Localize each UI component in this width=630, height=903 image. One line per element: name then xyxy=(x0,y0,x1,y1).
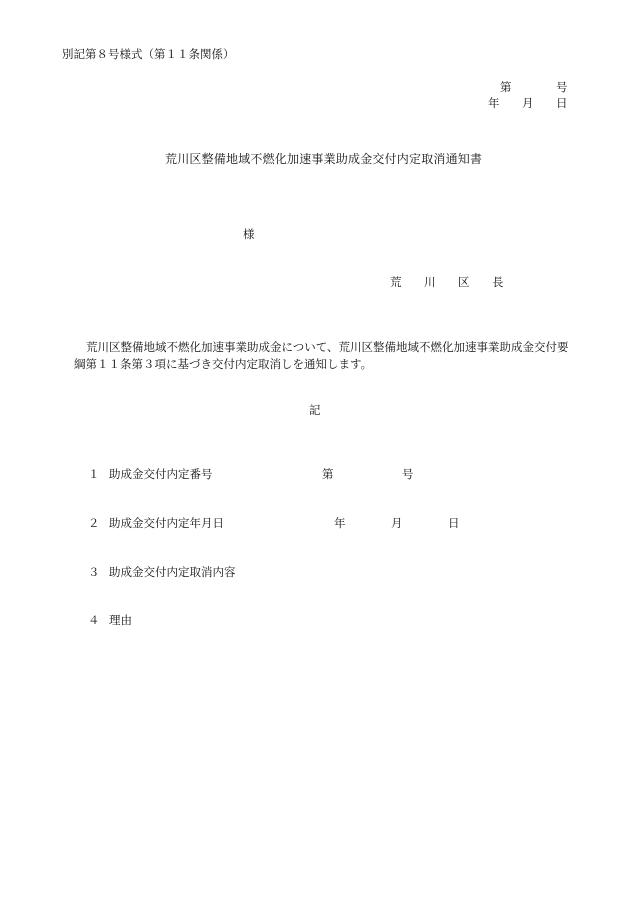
date-month: 月 xyxy=(522,96,534,110)
number-prefix: 第 xyxy=(500,80,512,94)
date-year: 年 xyxy=(488,96,500,110)
body-paragraph: 荒川区整備地域不燃化加速事業助成金について、荒川区整備地域不燃化加速事業助成金交付要綱第１１条第３項に基づき交付内定取消しを通知します。 xyxy=(74,340,569,371)
issuer-char: 荒 xyxy=(390,275,402,289)
item-number: ４ xyxy=(88,613,100,627)
issuer-char: 長 xyxy=(492,275,504,289)
item-value-suffix: 号 xyxy=(402,467,414,481)
item-date-month: 月 xyxy=(391,516,403,530)
item-number: ３ xyxy=(88,565,100,579)
date-day: 日 xyxy=(556,96,568,110)
item-label: 助成金交付内定取消内容 xyxy=(109,565,236,579)
number-suffix: 号 xyxy=(556,80,568,94)
addressee-honorific: 様 xyxy=(243,227,255,241)
item-date-year: 年 xyxy=(334,516,346,530)
item-label: 理由 xyxy=(109,613,132,627)
item-number: ２ xyxy=(88,516,100,530)
issuer-char: 川 xyxy=(424,275,436,289)
item-label: 助成金交付内定番号 xyxy=(109,467,213,481)
item-number: １ xyxy=(88,467,100,481)
issuer-char: 区 xyxy=(458,275,470,289)
page-title: 荒川区整備地域不燃化加速事業助成金交付内定取消通知書 xyxy=(165,152,483,166)
item-value-prefix: 第 xyxy=(322,467,334,481)
item-date-day: 日 xyxy=(448,516,460,530)
form-label: 別記第８号様式（第１１条関係） xyxy=(62,47,235,61)
ki-heading: 記 xyxy=(309,403,321,417)
item-label: 助成金交付内定年月日 xyxy=(109,516,224,530)
